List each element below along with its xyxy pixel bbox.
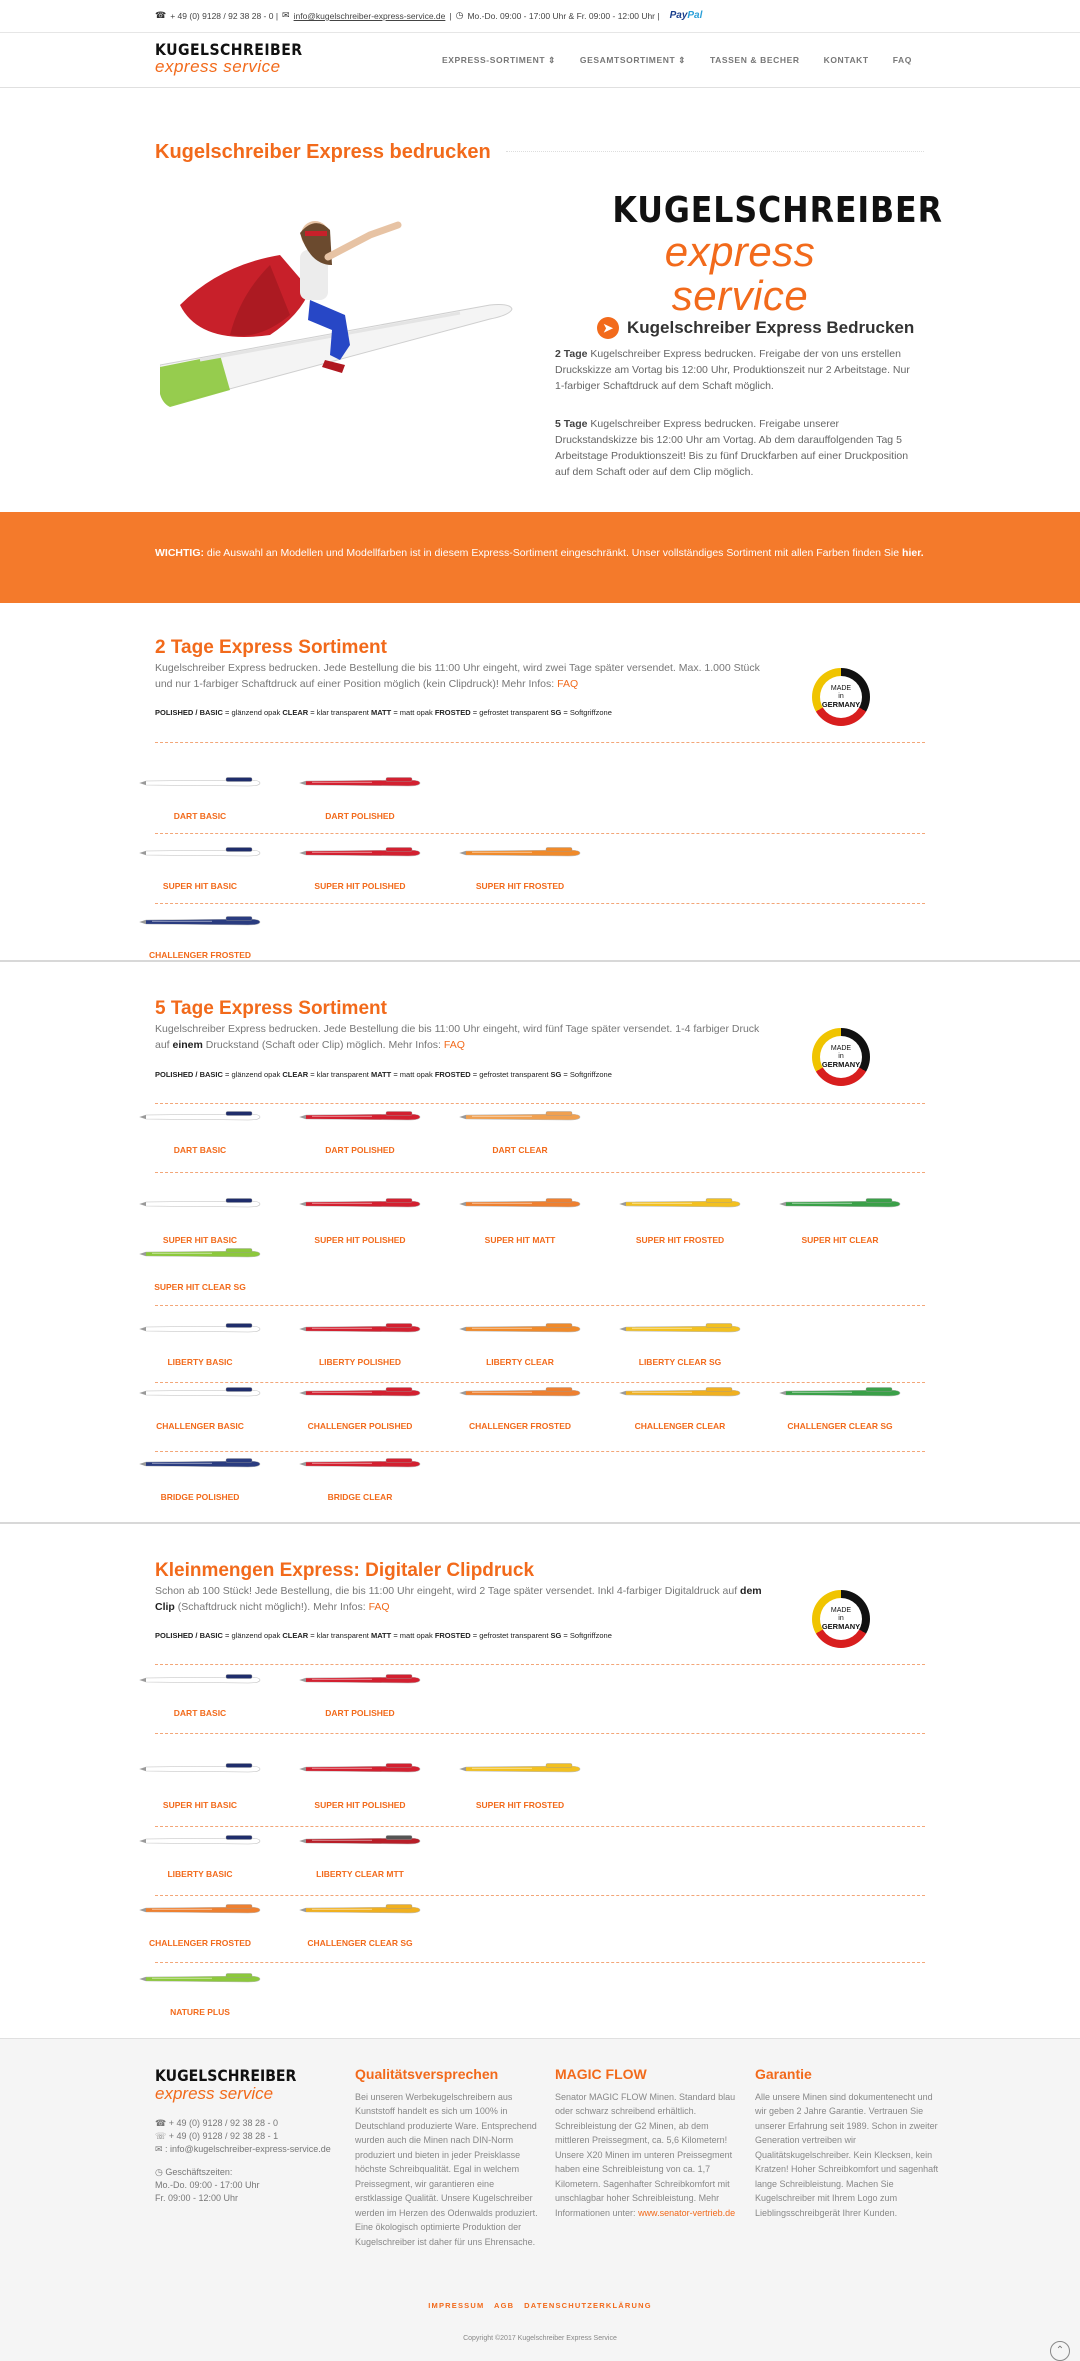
made-in-germany-badge	[812, 1028, 870, 1086]
site-footer	[0, 2038, 1080, 2361]
hero-image-superhero-pen	[160, 195, 515, 420]
product-item[interactable]	[290, 1386, 430, 1432]
product-item[interactable]	[610, 1386, 750, 1432]
product-item[interactable]	[770, 1386, 910, 1432]
product-label[interactable]: LIBERTY BASIC	[167, 1357, 233, 1367]
impressum-link[interactable]: IMPRESSUM	[428, 2301, 485, 2310]
product-label[interactable]: DART BASIC	[173, 1145, 227, 1155]
product-label[interactable]: SUPER HIT POLISHED	[314, 1800, 406, 1810]
footer-magicflow-text: Senator MAGIC FLOW Minen. Standard blau oder schwarz schreibend erhältlich. Schreibleistung der G2 Minen, ab dem mittleren Preissegment, ca. 5,6 Kilometern! Unsere X20 Minen im unteren Preissegment haben eine Schreibleistung von ca. 1,7 Kilometern. Sagenhafter Schreibkomfort mit unschlagbar hoher Schreibleistung. Mehr Informationen unter: www.senator-vertrieb.de	[555, 2091, 736, 2218]
pen-image	[778, 1197, 902, 1211]
made-in-germany-badge	[812, 1590, 870, 1648]
pen-image	[138, 1972, 262, 1986]
product-label[interactable]: LIBERTY CLEAR MTT	[316, 1869, 404, 1879]
faq-link[interactable]: FAQ	[557, 678, 579, 690]
product-item[interactable]	[290, 1834, 430, 1880]
product-item[interactable]	[130, 1322, 270, 1368]
product-item[interactable]	[130, 1197, 270, 1246]
chevron-up-icon: ⌃	[1055, 2344, 1065, 2356]
footer-quality-text: Bei unseren Werbekugelschreibern aus Kunststoff handelt es sich um 100% in Deutschland produzierte Ware. Entsprechend wurden auch die Minen nach DIN-Norm produziert und bieten in jeder Preisklasse höchste Schreibqualität. Egal in welchem Preissegment, wir garantieren eine erstklassige Qualität. Unsere Kugelschreiber werden im Herzen des Odenwalds produziert. Eine ökologisch optimierte Produktion der Kugelschreiber ist daher für uns Ehrensache.	[355, 2091, 538, 2247]
phone-icon: ☎	[155, 10, 167, 21]
product-item[interactable]	[610, 1322, 750, 1368]
top-phone[interactable]: + 49 (0) 9128 / 92 38 28 - 0 |	[170, 10, 279, 21]
product-item[interactable]	[290, 1903, 430, 1949]
section-title: 2 Tage Express Sortiment	[155, 637, 387, 658]
row-divider	[155, 1172, 925, 1173]
pen-image	[298, 1457, 422, 1471]
product-label[interactable]: CHALLENGER FROSTED	[149, 950, 251, 960]
product-label[interactable]: SUPER HIT FROSTED	[475, 1800, 565, 1810]
footer-guarantee	[755, 2067, 940, 2220]
section-title: Kleinmengen Express: Digitaler Clipdruck	[155, 1560, 535, 1581]
agb-link[interactable]: AGB	[494, 2301, 515, 2310]
notice-banner	[0, 512, 1080, 603]
pen-image	[138, 1762, 262, 1776]
footer-guarantee-text: Alle unsere Minen sind dokumentenecht und wir geben 2 Jahre Garantie. Vertrauen Sie unserer Erfahrung seit 1989. Schon in zweiter Generation vertreiben wir Qualitätskugelschreiber. Kein Klecksen, kein Kratzen! Hoher Schreibkomfort und sagenhaft lange Schreibleistung. Machen Sie Kugelschreiber mit Ihrem Logo zum Lieblingsschreibgerät Ihrer Kunden.	[755, 2091, 939, 2218]
product-label[interactable]: LIBERTY BASIC	[167, 1869, 233, 1879]
banner-text: die Auswahl an Modellen und Modellfarben ist in diesem Express-Sortiment eingeschränkt. Unser vollständiges Sortiment mit allen Farben finden Sie	[204, 547, 903, 559]
product-label[interactable]: SUPER HIT FROSTED	[475, 881, 565, 891]
hero-logo-line2: express service	[664, 228, 816, 319]
footer-quality-title: Qualitätsversprechen	[355, 2066, 499, 2082]
product-item[interactable]	[290, 1322, 430, 1368]
row-divider	[155, 1733, 925, 1734]
footer-contact	[155, 2067, 340, 2205]
product-item[interactable]	[130, 1386, 270, 1432]
section-divider	[155, 742, 925, 743]
material-legend: POLISHED / BASIC = glänzend opak CLEAR = klar transparent MATT = matt opak FROSTED = gefrostet transparent SG = Softgriffzone	[155, 1631, 612, 1640]
nav-gesamtsortiment[interactable]: GESAMTSORTIMENT ⇕	[579, 55, 686, 65]
row-divider	[155, 1451, 925, 1452]
faq-link[interactable]: FAQ	[368, 1601, 390, 1613]
product-item[interactable]	[450, 1762, 590, 1811]
pen-image	[138, 1247, 262, 1261]
product-label[interactable]: SUPER HIT BASIC	[162, 881, 238, 891]
section-divider	[155, 1103, 925, 1104]
row-divider	[155, 1305, 925, 1306]
hero-subtitle	[597, 316, 914, 341]
site-header	[0, 33, 1080, 88]
pen-image	[298, 1762, 422, 1776]
product-label[interactable]: SUPER HIT BASIC	[162, 1235, 238, 1245]
pen-image	[618, 1322, 742, 1336]
nav-faq[interactable]: FAQ	[892, 55, 912, 65]
product-label[interactable]: CHALLENGER POLISHED	[307, 1421, 413, 1431]
pen-image	[618, 1197, 742, 1211]
section-description: Kugelschreiber Express bedrucken. Jede Bestellung die bis 11:00 Uhr eingeht, wird zwei Tage später versendet. Max. 1.000 Stück und nur 1-farbiger Schaftdruck auf einer Position möglich (kein Clipdruck)! Mehr Infos: FAQ	[155, 662, 760, 690]
product-label[interactable]: SUPER HIT BASIC	[162, 1800, 238, 1810]
clock-icon: ◷	[455, 10, 464, 21]
top-bar: ☎ + 49 (0) 9128 / 92 38 28 - 0 | ✉ info@kugelschreiber-express-service.de | ◷ Mo.-Do. 09:00 - 17:00 Uhr & Fr. 09:00 - 12:00 Uhr | PayPal	[0, 0, 1080, 33]
phone-icon: ☎	[155, 2118, 169, 2128]
product-label[interactable]: SUPER HIT CLEAR	[801, 1235, 879, 1245]
top-email-link[interactable]: info@kugelschreiber-express-service.de	[293, 10, 446, 21]
footer-quality	[355, 2067, 540, 2249]
pen-image	[458, 1386, 582, 1400]
product-item[interactable]	[130, 915, 270, 961]
top-hours: Mo.-Do. 09:00 - 17:00 Uhr & Fr. 09:00 - 12:00 Uhr |	[467, 10, 660, 21]
product-label[interactable]: LIBERTY CLEAR SG	[638, 1357, 722, 1367]
section-separator	[0, 960, 1080, 962]
row-divider	[155, 1382, 925, 1383]
footer-magicflow	[555, 2067, 740, 2220]
faq-link[interactable]: FAQ	[443, 1039, 465, 1051]
product-label[interactable]: BRIDGE CLEAR	[327, 1492, 393, 1502]
section-separator	[0, 1522, 1080, 1524]
pen-image	[298, 1834, 422, 1848]
footer-phone[interactable]: ☎ + 49 (0) 9128 / 92 38 28 - 0	[155, 2118, 279, 2128]
product-label[interactable]: DART POLISHED	[325, 1145, 395, 1155]
product-label[interactable]: DART BASIC	[173, 1708, 227, 1718]
product-item[interactable]	[450, 846, 590, 892]
hero-brand-logo	[595, 190, 943, 319]
product-label[interactable]: CHALLENGER CLEAR SG	[787, 1421, 893, 1431]
rocket-icon: ➤	[597, 317, 619, 339]
nav-express-sortiment[interactable]: EXPRESS-SORTIMENT ⇕	[441, 55, 556, 65]
product-label[interactable]: DART POLISHED	[325, 811, 395, 821]
material-legend: POLISHED / BASIC = glänzend opak CLEAR = klar transparent MATT = matt opak FROSTED = gefrostet transparent SG = Softgriffzone	[155, 708, 612, 717]
pen-image	[138, 1322, 262, 1336]
paypal-logo: PayPal	[669, 9, 703, 21]
pen-image	[618, 1386, 742, 1400]
badge-inner: MADE in GERMANY	[820, 1598, 862, 1640]
product-label[interactable]: NATURE PLUS	[170, 2007, 230, 2017]
product-item[interactable]	[450, 1386, 590, 1432]
pen-image	[298, 1110, 422, 1124]
logo-line1: KUGELSCHREIBER	[155, 40, 303, 59]
pen-image	[138, 1197, 262, 1211]
footer-hours-2: Fr. 09:00 - 12:00 Uhr	[155, 2193, 239, 2203]
product-label[interactable]: CHALLENGER CLEAR	[634, 1421, 726, 1431]
hero-logo-line1: KUGELSCHREIBER	[612, 190, 943, 231]
pen-image	[298, 1903, 422, 1917]
row-divider	[155, 1826, 925, 1827]
product-label[interactable]: DART POLISHED	[325, 1708, 395, 1718]
product-item[interactable]	[450, 1322, 590, 1368]
mail-icon: ✉	[155, 2144, 166, 2154]
product-item[interactable]	[450, 1110, 590, 1156]
product-label[interactable]: SUPER HIT CLEAR SG	[154, 1282, 246, 1292]
pen-image	[138, 915, 262, 929]
pen-image	[138, 1673, 262, 1687]
product-item[interactable]	[130, 1972, 270, 2018]
footer-bottom	[0, 2301, 1080, 2344]
product-label[interactable]: SUPER HIT FROSTED	[635, 1235, 725, 1245]
product-label[interactable]: BRIDGE POLISHED	[160, 1492, 240, 1502]
material-legend: POLISHED / BASIC = glänzend opak CLEAR = klar transparent MATT = matt opak FROSTED = gefrostet transparent SG = Softgriffzone	[155, 1070, 612, 1079]
copyright: Copyright ©2017 Kugelschreiber Express Service	[463, 2334, 617, 2342]
badge-inner: MADE in GERMANY	[820, 676, 862, 718]
pen-image	[458, 846, 582, 860]
pen-image	[138, 1110, 262, 1124]
row-divider	[155, 903, 925, 904]
product-label[interactable]: SUPER HIT POLISHED	[314, 881, 406, 891]
footer-fax: ☏ + 49 (0) 9128 / 92 38 28 - 1	[155, 2131, 279, 2141]
pen-image	[298, 1673, 422, 1687]
footer-email[interactable]: ✉ : info@kugelschreiber-express-service.de	[155, 2144, 331, 2154]
product-item[interactable]	[290, 1457, 430, 1503]
pen-image	[458, 1197, 582, 1211]
section-divider	[155, 1664, 925, 1665]
pen-image	[298, 776, 422, 790]
page-title: Kugelschreiber Express bedrucken	[155, 141, 491, 163]
product-item[interactable]	[290, 1110, 430, 1156]
pen-image	[138, 1386, 262, 1400]
product-label[interactable]: SUPER HIT POLISHED	[314, 1235, 406, 1245]
hero-paragraph-2-tage: 2 Tage Kugelschreiber Express bedrucken. Freigabe der von uns erstellen Druckskizze am Vortag bis 12:00 Uhr, Produktionszeit nur 2 Arbeitstage. Nur 1-farbiger Schaftdruck auf dem Schaft möglich.	[555, 348, 910, 392]
pen-image	[298, 1197, 422, 1211]
product-label[interactable]: CHALLENGER FROSTED	[469, 1421, 571, 1431]
product-item[interactable]	[130, 1457, 270, 1503]
badge-inner: MADE in GERMANY	[820, 1036, 862, 1078]
product-item[interactable]	[290, 846, 430, 892]
product-label[interactable]: LIBERTY CLEAR	[486, 1357, 554, 1367]
site-logo[interactable]	[155, 41, 323, 76]
pen-image	[458, 1322, 582, 1336]
made-in-germany-badge	[812, 668, 870, 726]
product-item[interactable]	[130, 776, 270, 822]
product-label[interactable]: SUPER HIT MATT	[484, 1235, 556, 1245]
product-label[interactable]: CHALLENGER BASIC	[156, 1421, 244, 1431]
section-description: Kugelschreiber Express bedrucken. Jede Bestellung die bis 11:00 Uhr eingeht, wird fünf Tage später versendet. 1-4 farbiger Druck auf einem Druckstand (Schaft oder Clip) möglich. Mehr Infos: FAQ	[155, 1023, 760, 1051]
product-item[interactable]	[130, 1762, 270, 1811]
row-divider	[155, 1895, 925, 1896]
footer-links	[0, 2301, 1080, 2312]
banner-label: WICHTIG:	[155, 547, 204, 559]
section-description: Schon ab 100 Stück! Jede Bestellung, die bis 11:00 Uhr eingeht, wird 2 Tage später versendet. Inkl 4-farbiger Digitaldruck auf dem Clip (Schaftdruck nicht möglich!). Mehr Infos: FAQ	[155, 1585, 762, 1613]
pen-image	[138, 1457, 262, 1471]
row-divider	[155, 1962, 925, 1963]
section-title: 5 Tage Express Sortiment	[155, 998, 387, 1019]
nav-kontakt[interactable]: KONTAKT	[823, 55, 869, 65]
nav-tassen-becher[interactable]: TASSEN & BECHER	[709, 55, 800, 65]
pen-image	[298, 846, 422, 860]
product-item[interactable]	[770, 1197, 910, 1246]
pen-image	[458, 1762, 582, 1776]
product-label[interactable]: DART BASIC	[173, 811, 227, 821]
product-item[interactable]	[130, 1247, 270, 1293]
product-item[interactable]	[290, 1197, 430, 1246]
scroll-to-top-button[interactable]	[1050, 2341, 1070, 2361]
product-item[interactable]	[290, 1762, 430, 1811]
hero-paragraph-5-tage: 5 Tage Kugelschreiber Express bedrucken. Freigabe unserer Druckstandskizze bis 12:00 Uhr am Vortag. Ab dem darauffolgenden Tag 5 Arbeitstage Produktionszeit! Bis zu fünf Druckfarben auf einer Druckposition auf dem Schaft oder auf dem Clip möglich.	[555, 418, 909, 478]
mail-icon: ✉	[282, 10, 290, 21]
main-nav	[442, 54, 912, 66]
pen-image	[298, 1322, 422, 1336]
product-label[interactable]: LIBERTY POLISHED	[318, 1357, 402, 1367]
product-label[interactable]: CHALLENGER CLEAR SG	[307, 1938, 413, 1948]
product-item[interactable]	[610, 1197, 750, 1246]
pen-image	[778, 1386, 902, 1400]
pen-image	[138, 846, 262, 860]
pen-image	[138, 776, 262, 790]
footer-guarantee-title: Garantie	[755, 2066, 812, 2082]
pen-image	[298, 1386, 422, 1400]
datenschutz-link[interactable]: DATENSCHUTZERKLÄRUNG	[524, 2301, 652, 2310]
hero-subtitle-text: Kugelschreiber Express Bedrucken	[627, 318, 915, 337]
clock-icon: ◷	[155, 2167, 166, 2177]
pen-image	[138, 1834, 262, 1848]
footer-logo[interactable]: KUGELSCHREIBER express service	[155, 2066, 297, 2103]
product-item[interactable]	[130, 846, 270, 892]
footer-hours-1: Mo.-Do. 09:00 - 17:00 Uhr	[155, 2180, 260, 2190]
product-item[interactable]	[130, 1834, 270, 1880]
footer-magicflow-title: MAGIC FLOW	[555, 2066, 647, 2082]
senator-link[interactable]: www.senator-vertrieb.de	[638, 2207, 736, 2218]
logo-line2: express service	[155, 57, 281, 76]
fax-icon: ☏	[155, 2131, 169, 2141]
product-item[interactable]	[290, 1673, 430, 1719]
footer-hours-label: ◷ Geschäftszeiten:	[155, 2167, 233, 2177]
product-item[interactable]	[130, 1903, 270, 1949]
product-label[interactable]: DART CLEAR	[492, 1145, 548, 1155]
product-item[interactable]	[290, 776, 430, 822]
banner-link[interactable]: hier.	[902, 547, 924, 559]
row-divider	[155, 833, 925, 834]
product-item[interactable]	[130, 1110, 270, 1156]
product-item[interactable]	[130, 1673, 270, 1719]
pen-image	[138, 1903, 262, 1917]
pen-image	[458, 1110, 582, 1124]
title-divider	[506, 151, 924, 152]
product-label[interactable]: CHALLENGER FROSTED	[149, 1938, 251, 1948]
product-item[interactable]	[450, 1197, 590, 1246]
